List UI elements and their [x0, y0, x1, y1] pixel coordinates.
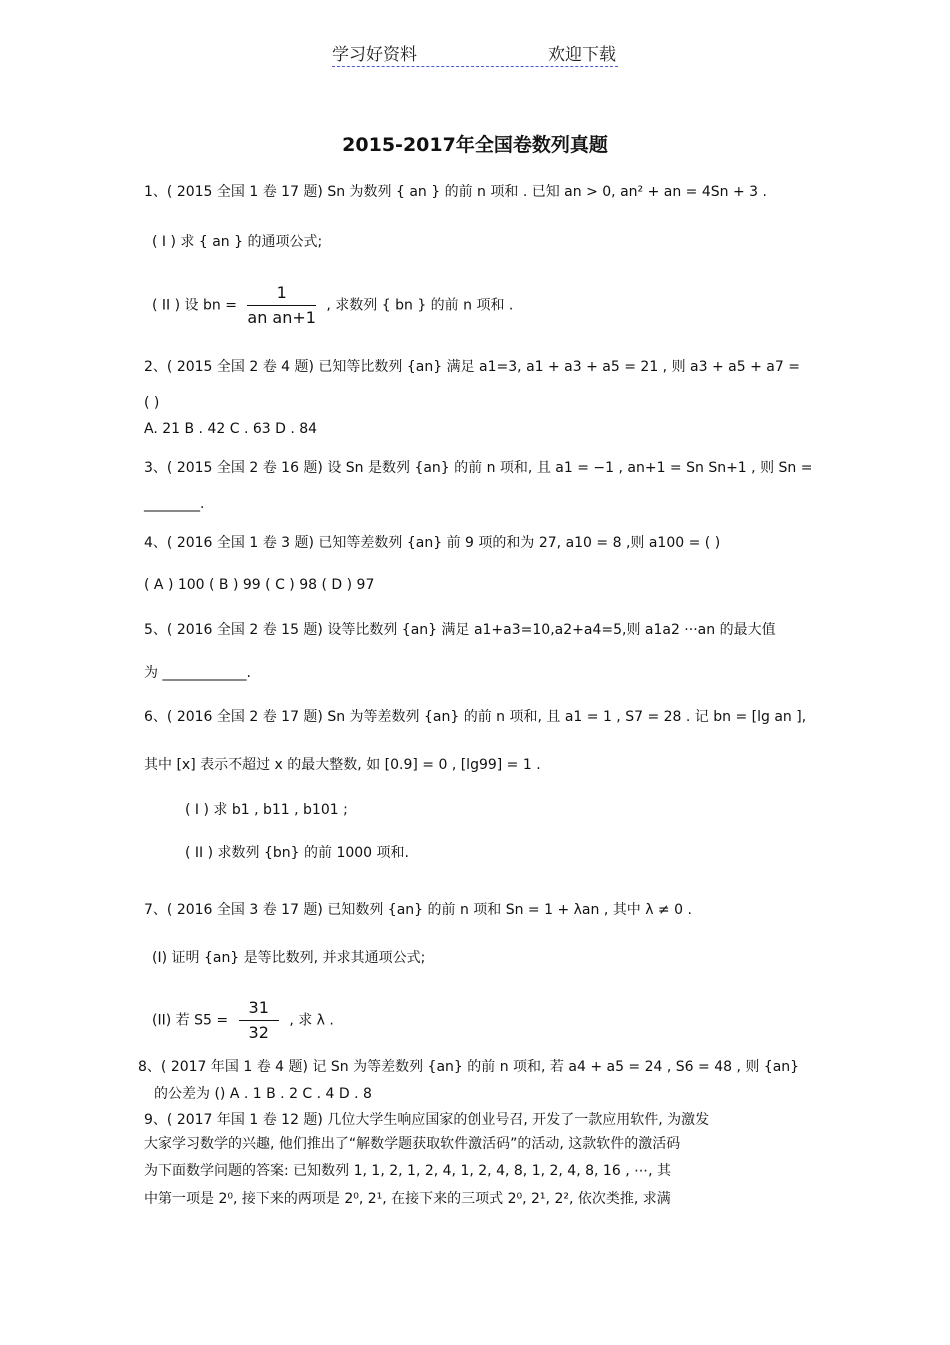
q4-stem: 4、( 2016 全国 1 卷 3 题) 已知等差数列 {an} 前 9 项的和为 27, a10 = 8 ,则 a100 = ( ): [144, 535, 721, 551]
q1-fraction-denominator: an an+1: [247, 308, 316, 327]
q7-part2-lead: (II) 若 S5 =: [152, 1012, 229, 1029]
page-header: [332, 40, 618, 67]
q7-fraction: [239, 998, 279, 1043]
header-left-text: 学习好资料: [332, 45, 417, 65]
q9-line3: 为下面数学问题的答案: 已知数列 1, 1, 2, 1, 2, 4, 1, 2, 4, 8, 1, 2, 4, 8, 16 , ⋯, 其: [144, 1163, 671, 1179]
q1-part1: ( I ) 求 { an } 的通项公式;: [152, 234, 323, 250]
q3-stem: 3、( 2015 全国 2 卷 16 题) 设 Sn 是数列 {an} 的前 n 项和, 且 a1 = −1 , an+1 = Sn Sn+1 , 则 Sn =: [144, 460, 813, 476]
q7-part2-tail: , 求 λ .: [289, 1012, 334, 1029]
q9-line1: 9、( 2017 年国 1 卷 12 题) 几位大学生响应国家的创业号召, 开发了一款应用软件, 为激发: [144, 1112, 710, 1128]
q1-stem: 1、( 2015 全国 1 卷 17 题) Sn 为数列 { an } 的前 n 项和 . 已知 an > 0, an² + an = 4Sn + 3 .: [144, 184, 767, 200]
q2-answer-blank: ( ): [144, 395, 160, 411]
q1-part2-lead: ( II ) 设 bn =: [152, 297, 237, 314]
q6-note: 其中 [x] 表示不超过 x 的最大整数, 如 [0.9] = 0 , [lg99] = 1 .: [144, 757, 541, 773]
q8-stem: 8、( 2017 年国 1 卷 4 题) 记 Sn 为等差数列 {an} 的前 n 项和, 若 a4 + a5 = 24 , S6 = 48 , 则 {an}: [138, 1059, 800, 1075]
q1-part2-tail: , 求数列 { bn } 的前 n 项和 .: [326, 297, 514, 314]
q2-stem: 2、( 2015 全国 2 卷 4 题) 已知等比数列 {an} 满足 a1=3, a1 + a3 + a5 = 21 , 则 a3 + a5 + a7 =: [144, 359, 800, 375]
q6-stem: 6、( 2016 全国 2 卷 17 题) Sn 为等差数列 {an} 的前 n 项和, 且 a1 = 1 , S7 = 28 . 记 bn = [lg an ],: [144, 709, 807, 725]
q1-part2: [152, 283, 513, 328]
q7-part1: (I) 证明 {an} 是等比数列, 并求其通项公式;: [152, 950, 426, 966]
q6-part2: ( II ) 求数列 {bn} 的前 1000 项和.: [185, 845, 409, 861]
page-title: 2015-2017年全国卷数列真题: [342, 134, 608, 156]
q7-fraction-denominator: 32: [248, 1023, 269, 1042]
q4-options: ( A ) 100 ( B ) 99 ( C ) 98 ( D ) 97: [144, 577, 375, 593]
q7-part2: [152, 998, 334, 1043]
q7-fraction-numerator: 31: [239, 998, 279, 1021]
q5-stem: 5、( 2016 全国 2 卷 15 题) 设等比数列 {an} 满足 a1+a3=10,a2+a4=5,则 a1a2 ···an 的最大值: [144, 622, 776, 638]
q2-options: A. 21 B . 42 C . 63 D . 84: [144, 421, 318, 437]
q6-part1: ( I ) 求 b1 , b11 , b101 ;: [185, 802, 348, 818]
q1-fraction: [247, 283, 316, 328]
q7-stem: 7、( 2016 全国 3 卷 17 题) 已知数列 {an} 的前 n 项和 Sn = 1 + λan , 其中 λ ≠ 0 .: [144, 902, 692, 918]
q9-line4: 中第一项是 2⁰, 接下来的两项是 2⁰, 2¹, 在接下来的三项式 2⁰, 2¹, 2², 依次类推, 求满: [144, 1191, 671, 1207]
q9-line2: 大家学习数学的兴趣, 他们推出了“解数学题获取软件激活码”的活动, 这款软件的激活码: [144, 1136, 681, 1152]
q1-fraction-numerator: 1: [247, 283, 316, 306]
header-right-text: 欢迎下载: [548, 45, 616, 65]
q8-options: 的公差为 () A . 1 B . 2 C . 4 D . 8: [154, 1086, 372, 1102]
q5-blank: 为 ____________.: [144, 665, 251, 681]
q3-blank: ________.: [144, 496, 205, 512]
